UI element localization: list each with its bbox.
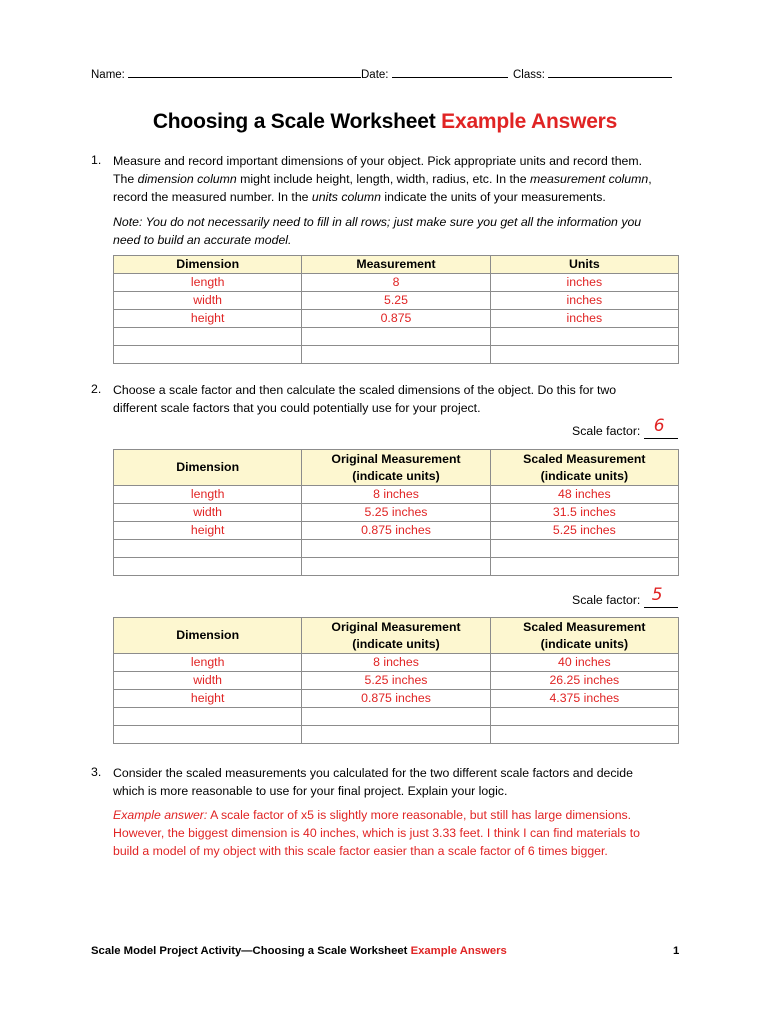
- date-blank[interactable]: [392, 66, 508, 78]
- footer-text: Scale Model Project Activity—Choosing a Scale Worksheet: [91, 945, 408, 957]
- table-cell[interactable]: height: [114, 690, 302, 708]
- table-header-row: [114, 450, 679, 486]
- table-cell[interactable]: [114, 558, 302, 576]
- table-cell[interactable]: 0.875 inches: [302, 690, 490, 708]
- q3-number: 3.: [91, 765, 102, 779]
- q1-note: [113, 213, 683, 249]
- table-row: [114, 558, 679, 576]
- header-units: Units: [490, 256, 678, 274]
- class-field: [513, 66, 672, 81]
- class-label: Class:: [513, 69, 545, 81]
- table-cell[interactable]: [490, 328, 678, 346]
- table-row: [114, 654, 679, 672]
- table-row: [114, 540, 679, 558]
- table-cell[interactable]: 48 inches: [490, 486, 678, 504]
- table-cell[interactable]: 40 inches: [490, 654, 678, 672]
- q1-line1: Measure and record important dimensions of your object. Pick appropriate units and record them.: [113, 154, 643, 168]
- header-dimension: Dimension: [114, 256, 302, 274]
- q2-number: 2.: [91, 382, 102, 396]
- table-cell[interactable]: [302, 558, 490, 576]
- table-cell[interactable]: [302, 726, 490, 744]
- table-row: [114, 328, 679, 346]
- q3-line1: Consider the scaled measurements you calculated for the two different scale factors and decide: [113, 766, 633, 780]
- answer-line2: However, the biggest dimension is 40 inches, which is just 3.33 feet. I think I can find materials to: [113, 826, 640, 840]
- q3-answer: [113, 806, 683, 860]
- table-cell[interactable]: [302, 708, 490, 726]
- table-cell[interactable]: [114, 540, 302, 558]
- q1-note-line1: Note: You do not necessarily need to fill in all rows; just make sure you get all the information you: [113, 215, 642, 229]
- table-cell[interactable]: 8: [302, 274, 490, 292]
- table-cell[interactable]: [114, 726, 302, 744]
- table-cell[interactable]: height: [114, 522, 302, 540]
- name-field: [91, 66, 361, 81]
- q3-line2: which is more reasonable to use for your final project. Explain your logic.: [113, 784, 508, 798]
- table-cell[interactable]: 0.875: [302, 310, 490, 328]
- table-row: [114, 690, 679, 708]
- table-cell[interactable]: 8 inches: [302, 486, 490, 504]
- table-cell[interactable]: [490, 346, 678, 364]
- table-cell[interactable]: [490, 708, 678, 726]
- scale-factor-2: [572, 585, 678, 608]
- table-row: [114, 310, 679, 328]
- table-cell[interactable]: [302, 328, 490, 346]
- header-scaled: Scaled Measurement (indicate units): [490, 618, 678, 654]
- table-cell[interactable]: 26.25 inches: [490, 672, 678, 690]
- table-cell[interactable]: [302, 540, 490, 558]
- page-number: 1: [673, 945, 680, 957]
- date-label: Date:: [361, 69, 389, 81]
- scale-factor-value: 5: [651, 585, 663, 605]
- table-row: [114, 672, 679, 690]
- table-row: [114, 504, 679, 522]
- q1-instructions: [113, 152, 683, 206]
- table-cell[interactable]: width: [114, 292, 302, 310]
- scale-factor-label: Scale factor:: [572, 424, 641, 438]
- table-row: [114, 292, 679, 310]
- table-cell[interactable]: inches: [490, 292, 678, 310]
- class-blank[interactable]: [548, 66, 672, 78]
- scale-factor-blank[interactable]: [644, 416, 678, 439]
- table-cell[interactable]: inches: [490, 274, 678, 292]
- table-row: [114, 274, 679, 292]
- table-row: [114, 726, 679, 744]
- q1-number: 1.: [91, 153, 102, 167]
- table-row: [114, 522, 679, 540]
- table-cell[interactable]: 5.25 inches: [302, 504, 490, 522]
- table-cell[interactable]: [490, 726, 678, 744]
- table-cell[interactable]: 5.25 inches: [490, 522, 678, 540]
- name-label: Name:: [91, 69, 125, 81]
- scale-factor-1: [572, 416, 678, 439]
- table-header-row: [114, 256, 679, 274]
- scale-factor-blank[interactable]: [644, 585, 678, 608]
- date-field: [361, 66, 508, 81]
- scale-factor-value: 6: [653, 416, 665, 436]
- answer-line3: build a model of my object with this scale factor easier than a scale factor of 6 times bigger.: [113, 844, 608, 858]
- header-dimension: Dimension: [114, 618, 302, 654]
- q2-line1: Choose a scale factor and then calculate the scaled dimensions of the object. Do this for two: [113, 383, 617, 397]
- name-blank[interactable]: [128, 66, 361, 78]
- footer-title: [91, 945, 507, 957]
- table-cell[interactable]: width: [114, 504, 302, 522]
- q1-line3: record the measured number. In the units column indicate the units of your measurements.: [113, 190, 606, 204]
- footer-highlight: Example Answers: [410, 945, 507, 957]
- table-cell[interactable]: [114, 346, 302, 364]
- scale-factor-label: Scale factor:: [572, 593, 641, 607]
- page-title: [0, 110, 770, 134]
- q1-line2: The dimension column might include height, length, width, radius, etc. In the measurement column,: [113, 172, 652, 186]
- table-cell[interactable]: length: [114, 654, 302, 672]
- table-cell[interactable]: 8 inches: [302, 654, 490, 672]
- table-row: [114, 486, 679, 504]
- answer-line1: A scale factor of x5 is slightly more reasonable, but still has large dimensions.: [207, 808, 632, 822]
- scaled-table-1: [113, 449, 679, 576]
- table-cell[interactable]: [490, 558, 678, 576]
- q2-line2: different scale factors that you could potentially use for your project.: [113, 401, 481, 415]
- header-original: Original Measurement (indicate units): [302, 618, 490, 654]
- table-cell[interactable]: [302, 346, 490, 364]
- table-cell[interactable]: [114, 708, 302, 726]
- table-cell[interactable]: 4.375 inches: [490, 690, 678, 708]
- q1-note-line2: need to build an accurate model.: [113, 233, 292, 247]
- header-dimension: Dimension: [114, 450, 302, 486]
- title-main: Choosing a Scale Worksheet: [152, 110, 436, 133]
- table-header-row: [114, 618, 679, 654]
- table-cell[interactable]: length: [114, 486, 302, 504]
- header-scaled: Scaled Measurement (indicate units): [490, 450, 678, 486]
- q3-instructions: [113, 764, 683, 800]
- table-cell[interactable]: 5.25 inches: [302, 672, 490, 690]
- dimension-table: [113, 255, 679, 364]
- table-cell[interactable]: length: [114, 274, 302, 292]
- answer-label: Example answer:: [113, 808, 208, 822]
- table-cell[interactable]: 5.25: [302, 292, 490, 310]
- table-cell[interactable]: [490, 540, 678, 558]
- table-cell[interactable]: inches: [490, 310, 678, 328]
- table-cell[interactable]: height: [114, 310, 302, 328]
- table-cell[interactable]: 0.875 inches: [302, 522, 490, 540]
- header-measurement: Measurement: [302, 256, 490, 274]
- scaled-table-2: [113, 617, 679, 744]
- table-row: [114, 708, 679, 726]
- table-cell[interactable]: 31.5 inches: [490, 504, 678, 522]
- header-original: Original Measurement (indicate units): [302, 450, 490, 486]
- title-highlight: Example Answers: [441, 110, 618, 133]
- table-row: [114, 346, 679, 364]
- table-cell[interactable]: [114, 328, 302, 346]
- q2-instructions: [113, 381, 683, 417]
- table-cell[interactable]: width: [114, 672, 302, 690]
